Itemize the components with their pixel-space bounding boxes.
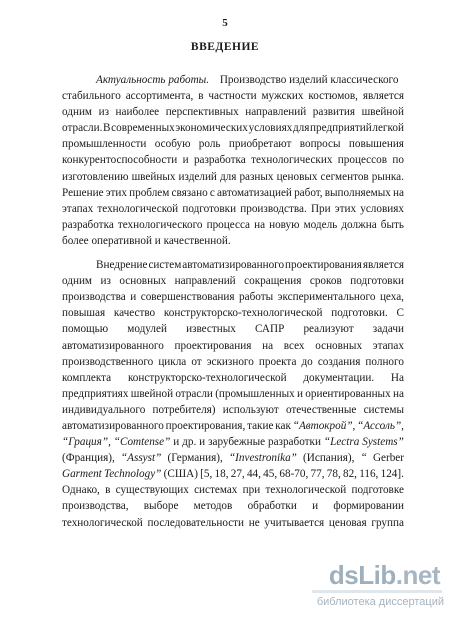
word: роль — [198, 138, 221, 151]
word: Technology” — [104, 468, 162, 481]
word: 124]. — [380, 468, 404, 481]
word: др. — [182, 436, 197, 449]
word: отрасли — [175, 387, 213, 400]
word: рынка. — [371, 170, 404, 183]
word: одним — [62, 275, 93, 288]
word: учитывается — [264, 516, 325, 529]
paragraph-line — [62, 354, 404, 370]
word: “Investronika” — [228, 452, 297, 465]
word: Gerber — [372, 452, 404, 465]
word: комплекта — [62, 371, 112, 384]
word: такие — [247, 419, 274, 432]
word: эскизного — [206, 355, 254, 368]
paragraph-line — [62, 321, 404, 337]
word: автоматизированного — [62, 419, 164, 432]
word: автоматизированного — [62, 339, 164, 352]
word: до — [301, 355, 313, 368]
word: основных — [119, 275, 167, 288]
word: Garment — [62, 468, 102, 481]
word: от — [191, 355, 202, 368]
word: швейной — [130, 387, 174, 400]
paragraph-line — [62, 515, 404, 531]
word: автоматизированного — [182, 259, 285, 272]
word: быть — [380, 218, 404, 231]
word: на — [392, 387, 404, 400]
word: для — [292, 122, 310, 135]
word: проблем — [129, 186, 170, 199]
word: “ — [360, 452, 367, 465]
word: [5, — [200, 468, 213, 481]
word: Systems” — [362, 436, 404, 449]
word: основных — [315, 339, 363, 352]
word: документации. — [303, 371, 375, 384]
word: для — [219, 170, 237, 183]
word: задачи — [372, 323, 404, 336]
word: по — [392, 154, 404, 167]
word: проекта — [258, 355, 297, 368]
word: подготовки — [182, 202, 237, 215]
word: (Франция), — [62, 452, 115, 465]
word: направлений — [174, 275, 236, 288]
paragraph-line — [62, 257, 404, 273]
word: используют — [222, 403, 279, 416]
word: этапах — [372, 339, 404, 352]
word: сегментов — [320, 170, 369, 183]
word: 45, — [263, 468, 278, 481]
word: с — [209, 186, 215, 199]
word: разных — [239, 170, 274, 183]
word: системах — [194, 484, 238, 497]
word: современных — [111, 122, 175, 135]
paragraph-line — [62, 233, 404, 249]
word: мужских — [261, 90, 304, 103]
paragraph-line — [62, 72, 404, 88]
word: 77, — [310, 468, 325, 481]
word: связано — [171, 186, 208, 199]
word: (Германия), — [167, 452, 223, 465]
word: производства. — [240, 202, 307, 215]
word: и — [199, 436, 206, 449]
word: технологической — [62, 516, 143, 529]
word: разработка — [193, 154, 246, 167]
word: и — [182, 154, 189, 167]
word: всех — [283, 339, 305, 352]
word: ценовых — [276, 170, 318, 183]
word: (США) — [163, 468, 198, 481]
section-heading: ВВЕДЕНИЕ — [190, 41, 260, 53]
word: разработка — [62, 218, 114, 231]
word: и — [297, 387, 304, 400]
word: из — [100, 275, 111, 288]
watermark-subtitle: библиотека диссертаций — [316, 596, 444, 608]
word: предприятий — [310, 122, 372, 135]
watermark-logo: dsLib.net — [328, 560, 440, 590]
word: 116, — [359, 468, 379, 481]
line-text: Производство изделий классического — [219, 74, 399, 86]
word: условиях — [248, 122, 293, 135]
word: “Lectra — [323, 436, 360, 449]
paragraph-line — [62, 201, 404, 217]
word: швейных — [131, 170, 176, 183]
paragraph-line — [62, 273, 404, 289]
word: развития — [312, 106, 356, 119]
word: создания — [317, 355, 361, 368]
word: особую — [154, 138, 191, 151]
word: потребителя) — [152, 403, 216, 416]
word: работы — [239, 291, 274, 304]
word: последовательности — [147, 516, 245, 529]
word: цикла — [158, 355, 187, 368]
word: направлений — [245, 106, 307, 119]
lead-phrase: Актуальность работы. — [96, 74, 210, 86]
word: С — [396, 307, 404, 320]
word: технологической — [97, 202, 179, 215]
word: систем — [148, 259, 182, 272]
word: проектирования — [174, 339, 252, 352]
page-number: 5 — [222, 17, 228, 29]
word: приобретают — [228, 138, 292, 151]
word: на — [393, 186, 404, 199]
paragraph-line — [62, 136, 404, 152]
paragraph-line — [62, 402, 404, 418]
word: подготовки — [350, 275, 404, 288]
word: на — [262, 339, 274, 352]
word: “Assyst” — [120, 452, 162, 465]
word: “Comtense” — [113, 436, 171, 449]
word: 27, — [230, 468, 245, 481]
paragraph-line — [62, 104, 404, 120]
paragraph-line — [62, 217, 404, 233]
word: “Ассоль”, — [357, 419, 404, 432]
word: конкурентоспособности — [62, 154, 178, 167]
word: повышая — [62, 307, 106, 320]
word: является — [362, 90, 404, 103]
word: не — [248, 516, 260, 529]
word: При — [310, 202, 331, 215]
word: частности — [208, 90, 257, 103]
word: 82, — [342, 468, 357, 481]
word: новую — [269, 218, 300, 231]
word: промышленности — [62, 138, 147, 151]
word: Решение — [62, 186, 104, 199]
word: разработки — [267, 436, 321, 449]
word: выполняемых — [324, 186, 391, 199]
line-text: более оперативной и качественной. — [62, 234, 231, 247]
paragraph-line — [62, 450, 404, 466]
word: этих — [105, 186, 127, 199]
word: реализуют — [303, 323, 354, 336]
word: совершенствования — [140, 291, 235, 304]
word: и — [312, 500, 319, 513]
word: “Автокрой”, — [292, 419, 356, 432]
paragraph-line — [62, 152, 404, 168]
word: из — [98, 106, 109, 119]
word: стабильного — [62, 90, 121, 103]
word: проектирования — [285, 259, 362, 272]
word: отечественные — [285, 403, 357, 416]
word: цеха, — [379, 291, 404, 304]
word: должна — [341, 218, 377, 231]
paragraph-line — [62, 434, 404, 450]
word: и — [173, 436, 180, 449]
word: ассортимента, — [125, 90, 194, 103]
word: как — [275, 419, 291, 432]
word: отрасли. — [62, 122, 103, 135]
word: производственного — [62, 355, 154, 368]
word: при — [242, 484, 261, 497]
word: швейной — [361, 106, 404, 119]
word: 44, — [246, 468, 261, 481]
word: ориентированных — [305, 387, 391, 400]
body-text — [62, 72, 404, 531]
word: легкой — [372, 122, 404, 135]
word: подготовке — [351, 484, 404, 497]
word: предприятиях — [62, 387, 129, 400]
paragraph-line — [62, 466, 404, 482]
word: ценовая — [328, 516, 367, 529]
word: процесса — [206, 218, 251, 231]
paragraph-line — [62, 169, 404, 185]
paragraph-line — [62, 370, 404, 386]
word: экономических — [175, 122, 248, 135]
word: изготовлению — [62, 170, 129, 183]
word: сокращения — [244, 275, 302, 288]
word: технологических — [251, 154, 333, 167]
word: (промышленных — [215, 387, 295, 400]
paragraph-line — [62, 482, 404, 498]
word: работ, — [294, 186, 323, 199]
word: качество — [113, 307, 156, 320]
word: обработки — [247, 500, 297, 513]
word: системы — [363, 403, 404, 416]
paragraph-line — [62, 289, 404, 305]
word: группа — [371, 516, 404, 529]
watermark — [312, 560, 450, 616]
word: перспективных — [165, 106, 239, 119]
word: существующих — [115, 484, 189, 497]
word: формировании — [333, 500, 404, 513]
word: производства, — [62, 500, 129, 513]
paragraph-line — [62, 498, 404, 514]
paragraph-line — [62, 305, 404, 321]
word: наиболее — [115, 106, 160, 119]
word: конструкторско-технологической — [163, 307, 323, 320]
paragraph-line — [62, 386, 404, 402]
word: и — [130, 291, 137, 304]
word: в — [198, 90, 204, 103]
paragraph-line — [62, 338, 404, 354]
word: подготовки. — [331, 307, 388, 320]
word: Внедрение — [96, 259, 148, 272]
word: условиях — [360, 202, 404, 215]
word: сроков — [309, 275, 342, 288]
word: проектирования, — [165, 419, 246, 432]
word: экспериментального — [277, 291, 376, 304]
word: автоматизацией — [216, 186, 292, 199]
word: модулей — [127, 323, 167, 336]
word: модель — [303, 218, 338, 231]
word: этих — [334, 202, 357, 215]
word: процессов — [337, 154, 387, 167]
word: одним — [62, 106, 93, 119]
paragraph-line — [62, 120, 404, 136]
word: В — [103, 122, 111, 135]
word: костюмов, — [308, 90, 358, 103]
word: “Грация”, — [62, 436, 111, 449]
word: этапах — [62, 202, 94, 215]
word: является — [362, 259, 404, 272]
paragraph-line — [62, 418, 404, 434]
word: выборе — [143, 500, 179, 513]
word: технологической — [265, 484, 347, 497]
word: 68-70, — [279, 468, 309, 481]
word: САПР — [255, 323, 285, 336]
paragraph-line — [62, 88, 404, 104]
word: Однако, — [62, 484, 100, 497]
paragraph-line — [62, 185, 404, 201]
word: повышения — [348, 138, 404, 151]
word: (Испания), — [303, 452, 355, 465]
paragraph-2 — [62, 257, 404, 531]
word: известных — [186, 323, 236, 336]
word: полного — [365, 355, 404, 368]
word: технологического — [117, 218, 203, 231]
word: индивидуального — [62, 403, 146, 416]
word: конструкторско-технологической — [127, 371, 287, 384]
word: в — [105, 484, 111, 497]
word: помощью — [62, 323, 109, 336]
word: на — [254, 218, 266, 231]
word: зарубежные — [208, 436, 266, 449]
paragraph-1 — [62, 88, 404, 233]
word: вопросы — [299, 138, 341, 151]
word: методов — [193, 500, 233, 513]
word: 78, — [326, 468, 341, 481]
word: изделий — [178, 170, 217, 183]
word: 18, — [214, 468, 229, 481]
word: На — [390, 371, 404, 384]
word: производства — [62, 291, 126, 304]
